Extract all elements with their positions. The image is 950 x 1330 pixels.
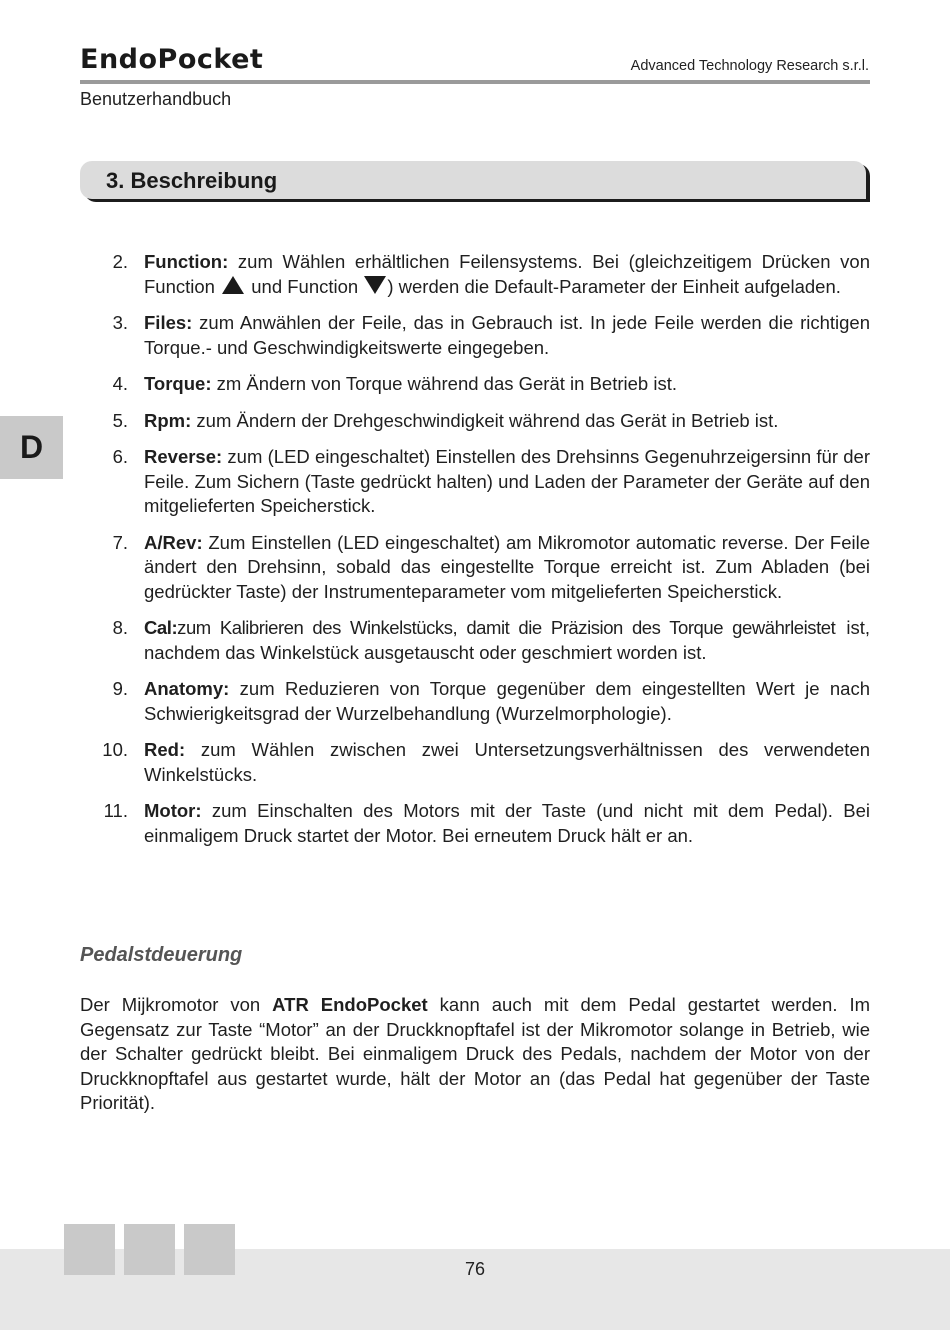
language-tab-letter: D	[19, 429, 44, 465]
item-text	[144, 250, 870, 299]
item-description: ) werden die Default-Parameter der Einheit aufgeladen.	[387, 275, 841, 297]
item-description: und Function	[246, 275, 364, 297]
list-item	[80, 372, 870, 397]
section-title: 3. Beschreibung	[106, 168, 278, 193]
item-number: 10.	[102, 739, 128, 760]
list-item	[80, 616, 870, 665]
item-label: Reverse:	[144, 446, 223, 467]
item-description: zum Kalibrieren des Winkelstücks, damit die Präzision des Torque gewährleistet	[177, 617, 836, 638]
item-description: zum (LED eingeschaltet) Einstellen des Drehsinns Gegenuhrzeigersinn für der Feile. Zum Sichern (Taste gedrückt halten) und Laden der Parameter der Geräte auf den mitgelieferten Speicherstick.	[144, 446, 870, 516]
item-text	[144, 531, 870, 605]
item-number: 8.	[112, 617, 128, 638]
item-description: zum Reduzieren von Torque gegenüber dem eingestellten Wert je nach Schwierigkeitsgrad der Wurzelbehandlung (Wurzelmorphologie).	[144, 678, 870, 724]
pedal-control-heading: Pedalstdeuerung	[80, 944, 243, 966]
pedal-control-paragraph	[80, 993, 870, 1116]
section-header-bar	[80, 161, 866, 199]
item-description: zm Ändern von Torque während das Gerät in Betrieb ist.	[211, 373, 677, 394]
page-number: 76	[464, 1259, 486, 1279]
item-description: ist, nachdem das Winkelstück ausgetauscht oder geschmiert worden ist.	[144, 617, 870, 663]
item-label: Torque:	[144, 373, 212, 394]
list-item	[80, 531, 870, 605]
item-description: zum Wählen erhältlichen Feilensystems. Bei (gleichzeitigem Drücken von Function	[144, 251, 870, 297]
list-item	[80, 677, 870, 726]
arrow-up-icon	[222, 276, 244, 294]
item-number: 3.	[112, 312, 128, 333]
item-description: zum Ändern der Drehgeschwindigkeit während das Gerät in Betrieb ist.	[191, 409, 779, 431]
item-label: Red:	[144, 739, 186, 760]
list-item	[80, 738, 870, 787]
item-number: 2.	[112, 251, 128, 272]
brand-logo: EndoPocket	[80, 44, 264, 75]
list-item	[80, 445, 870, 519]
item-number: 7.	[112, 531, 128, 553]
company-name: Advanced Technology Research s.r.l.	[630, 58, 869, 74]
item-description: zum Einschalten des Motors mit der Taste (und nicht mit dem Pedal). Bei einmaligem Druck startet der Motor. Bei erneutem Druck hält er an.	[144, 800, 870, 846]
item-number: 9.	[112, 678, 128, 699]
item-number: 6.	[112, 446, 128, 467]
brand-name: ATR EndoPocket	[272, 994, 428, 1015]
item-text	[144, 799, 870, 848]
paragraph-text: Der Mijkromotor von	[80, 994, 273, 1015]
item-label: Files:	[144, 312, 193, 333]
paragraph-text: kann auch mit dem Pedal gestartet werden. Im Gegensatz zur Taste “Motor” an der Druckknopftafel ist der Mikromotor solange in Betrieb, wie der Schalter gedrückt bleibt. Bei einmaligem Druck des Pedals, nachdem der Motor von der Druckknopftafel aus gestartet wurde, hält der Motor an (das Pedal hat gegenüber der Taste Priorität).	[80, 994, 870, 1113]
item-text	[144, 311, 870, 360]
item-description: Zum Einstellen (LED eingeschaltet) am Mikromotor automatic reverse. Der Feile ändert den Drehsinn, sobald das eingestellte Torque erreicht ist. Zum Abladen (bei gedrückter Taste) der Instrumenteparameter vom mitgelieferten Speicherstick.	[144, 531, 870, 602]
item-number: 11.	[103, 800, 128, 821]
item-text	[144, 738, 870, 787]
arrow-down-icon	[364, 276, 386, 294]
item-text	[144, 677, 870, 726]
document-subtitle: Benutzerhandbuch	[80, 89, 232, 109]
item-first-line	[144, 617, 835, 638]
list-item	[80, 311, 870, 360]
item-description: zum Wählen zwischen zwei Untersetzungsverhältnissen des verwendeten Winkelstücks.	[144, 739, 870, 785]
item-label: Anatomy:	[144, 678, 230, 699]
list-item	[80, 799, 870, 848]
item-label: Rpm:	[144, 409, 192, 431]
item-label: Motor:	[144, 800, 202, 821]
item-label: A/Rev:	[144, 531, 203, 553]
item-text	[144, 445, 870, 519]
list-item	[80, 409, 870, 434]
item-label: Cal:	[144, 617, 178, 638]
item-text	[144, 616, 870, 665]
function-list	[80, 250, 870, 860]
item-text	[144, 409, 870, 434]
item-number: 4.	[112, 373, 128, 394]
language-tab	[0, 416, 63, 479]
item-description: zum Anwählen der Feile, das in Gebrauch ist. In jede Feile werden die richtigen Torque.- und Geschwindigkeitswerte eingegeben.	[144, 312, 870, 358]
item-label: Function:	[144, 251, 229, 272]
header-divider	[80, 80, 870, 84]
list-item	[80, 250, 870, 299]
item-number: 5.	[112, 409, 128, 431]
item-text	[144, 372, 870, 397]
